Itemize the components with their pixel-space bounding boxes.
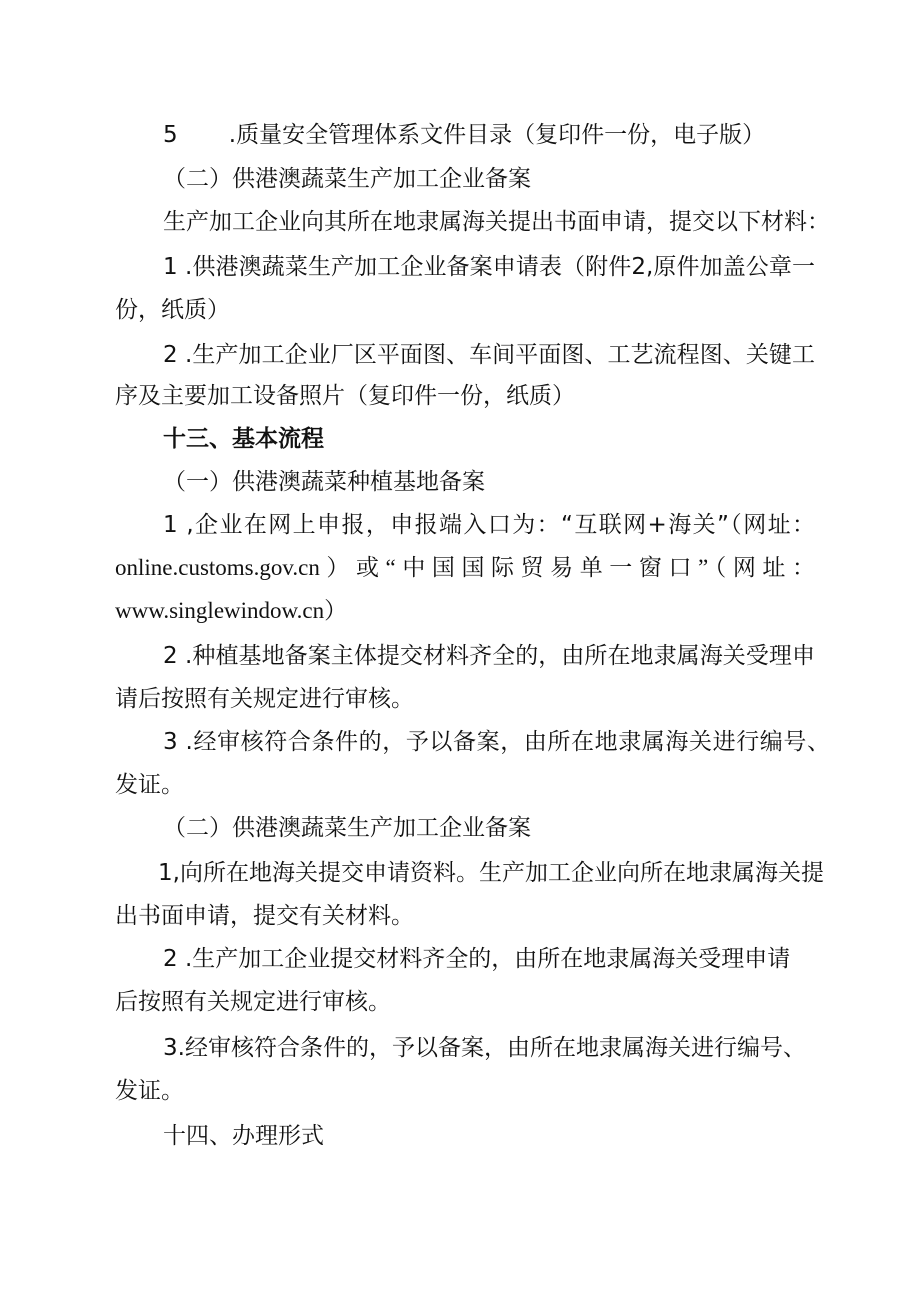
item-3-approval-cont: 发证。 bbox=[115, 772, 184, 798]
item-3-processing-approval-cont: 发证。 bbox=[115, 1078, 184, 1104]
item-2-processing-materials-complete: 2 .生产加工企业提交材料齐全的，由所在地隶属海关受理申请 bbox=[163, 946, 791, 972]
item-2-materials-complete-cont: 请后按照有关规定进行审核。 bbox=[115, 686, 414, 712]
item-1-single-window-url: www.singlewindow.cn） bbox=[115, 598, 348, 623]
item-2-processing-materials-complete-cont: 后按照有关规定进行审核。 bbox=[115, 989, 391, 1015]
item-5-quality-system-catalog: 5 .质量安全管理体系文件目录（复印件一份，电子版） bbox=[163, 122, 766, 148]
item-3-processing-approval: 3.经审核符合条件的，予以备案，由所在地隶属海关进行编号、 bbox=[163, 1035, 806, 1061]
item-1-application-form: 1 .供港澳蔬菜生产加工企业备案申请表（附件2,原件加盖公章一 bbox=[163, 254, 815, 280]
item-1-application-form-cont: 份，纸质） bbox=[115, 297, 230, 323]
item-2-plant-layout-cont: 序及主要加工设备照片（复印件一份，纸质） bbox=[115, 383, 575, 409]
item-1-online-filing: 1 ,企业在网上申报，申报端入口为：“互联网+海关”（网址： bbox=[163, 512, 815, 538]
subheading-processing-enterprise-filing: （二）供港澳蔬菜生产加工企业备案 bbox=[163, 166, 531, 192]
item-2-materials-complete: 2 .种植基地备案主体提交材料齐全的，由所在地隶属海关受理申 bbox=[163, 643, 815, 669]
item-2-plant-layout: 2 .生产加工企业厂区平面图、车间平面图、工艺流程图、关键工 bbox=[163, 342, 815, 368]
subheading-processing-enterprise-filing-2: （二）供港澳蔬菜生产加工企业备案 bbox=[163, 815, 531, 841]
section-heading-handling-form: 十四、办理形式 bbox=[163, 1123, 324, 1149]
section-heading-basic-process: 十三、基本流程 bbox=[163, 426, 324, 452]
item-1-online-filing-url: online.customs.gov.cn）或“中国国际贸易单一窗口”（网址： bbox=[115, 555, 815, 580]
item-3-approval: 3 .经审核符合条件的，予以备案，由所在地隶属海关进行编号、 bbox=[163, 729, 830, 755]
subheading-planting-base-filing: （一）供港澳蔬菜种植基地备案 bbox=[163, 469, 485, 495]
item-1-submit-materials-cont: 出书面申请，提交有关材料。 bbox=[115, 903, 414, 929]
paragraph-submit-application: 生产加工企业向其所在地隶属海关提出书面申请，提交以下材料： bbox=[163, 209, 830, 235]
item-1-submit-materials: 1,向所在地海关提交申请资料。生产加工企业向所在地隶属海关提 bbox=[158, 860, 824, 886]
